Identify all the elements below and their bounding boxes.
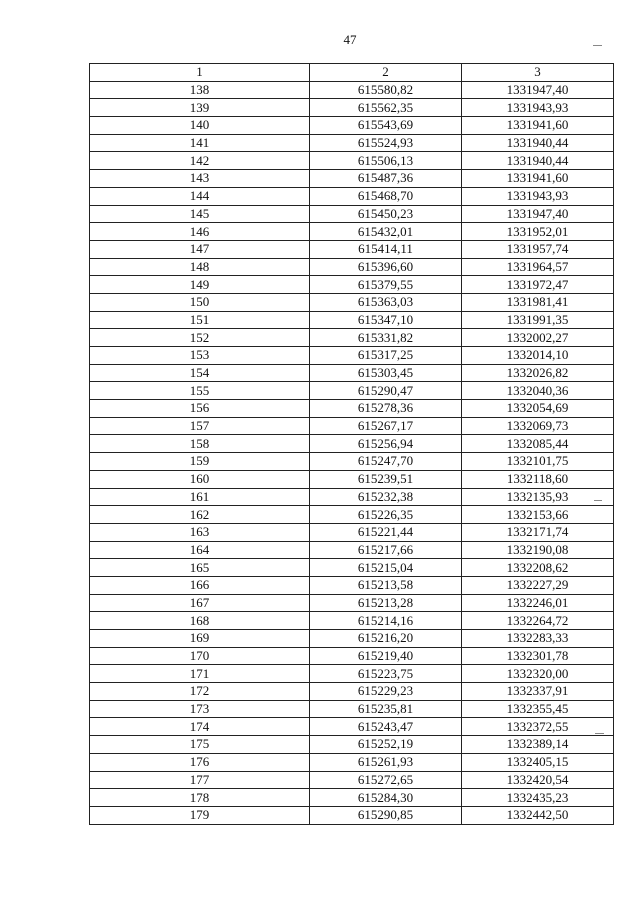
- table-header-row: [90, 64, 614, 82]
- table-row: [90, 311, 614, 329]
- point-number-cell: 167: [90, 594, 310, 612]
- point-number-cell: 174: [90, 718, 310, 736]
- point-number-cell: 143: [90, 170, 310, 188]
- table-row: [90, 81, 614, 99]
- y-coordinate-cell: 1331940,44: [462, 134, 614, 152]
- table-row: [90, 134, 614, 152]
- x-coordinate-cell: 615213,58: [310, 576, 462, 594]
- y-coordinate-cell: 1332246,01: [462, 594, 614, 612]
- table-row: [90, 488, 614, 506]
- y-coordinate-cell: 1332069,73: [462, 417, 614, 435]
- x-coordinate-cell: 615247,70: [310, 453, 462, 471]
- table-row: [90, 594, 614, 612]
- point-number-cell: 140: [90, 117, 310, 135]
- x-coordinate-cell: 615221,44: [310, 523, 462, 541]
- y-coordinate-cell: 1331941,60: [462, 170, 614, 188]
- x-coordinate-cell: 615580,82: [310, 81, 462, 99]
- y-coordinate-cell: 1332435,23: [462, 789, 614, 807]
- table-row: [90, 329, 614, 347]
- y-coordinate-cell: 1332337,91: [462, 683, 614, 701]
- x-coordinate-cell: 615243,47: [310, 718, 462, 736]
- y-coordinate-cell: 1331957,74: [462, 240, 614, 258]
- point-number-cell: 149: [90, 276, 310, 294]
- table-row: [90, 347, 614, 365]
- x-coordinate-cell: 615216,20: [310, 630, 462, 648]
- x-coordinate-cell: 615223,75: [310, 665, 462, 683]
- scan-mark: [593, 45, 602, 46]
- table-row: [90, 789, 614, 807]
- y-coordinate-cell: 1332420,54: [462, 771, 614, 789]
- point-number-cell: 145: [90, 205, 310, 223]
- x-coordinate-cell: 615232,38: [310, 488, 462, 506]
- x-coordinate-cell: 615219,40: [310, 647, 462, 665]
- y-coordinate-cell: 1332355,45: [462, 700, 614, 718]
- x-coordinate-cell: 615396,60: [310, 258, 462, 276]
- table-row: [90, 435, 614, 453]
- y-coordinate-cell: 1332320,00: [462, 665, 614, 683]
- x-coordinate-cell: 615261,93: [310, 753, 462, 771]
- column-header: 3: [462, 64, 614, 82]
- point-number-cell: 163: [90, 523, 310, 541]
- point-number-cell: 169: [90, 630, 310, 648]
- y-coordinate-cell: 1332085,44: [462, 435, 614, 453]
- x-coordinate-cell: 615487,36: [310, 170, 462, 188]
- y-coordinate-cell: 1332264,72: [462, 612, 614, 630]
- y-coordinate-cell: 1331947,40: [462, 81, 614, 99]
- x-coordinate-cell: 615213,28: [310, 594, 462, 612]
- y-coordinate-cell: 1332389,14: [462, 736, 614, 754]
- point-number-cell: 144: [90, 187, 310, 205]
- x-coordinate-cell: 615214,16: [310, 612, 462, 630]
- x-coordinate-cell: 615347,10: [310, 311, 462, 329]
- x-coordinate-cell: 615217,66: [310, 541, 462, 559]
- y-coordinate-cell: 1332014,10: [462, 347, 614, 365]
- point-number-cell: 154: [90, 364, 310, 382]
- point-number-cell: 157: [90, 417, 310, 435]
- point-number-cell: 150: [90, 293, 310, 311]
- y-coordinate-cell: 1331941,60: [462, 117, 614, 135]
- point-number-cell: 156: [90, 400, 310, 418]
- y-coordinate-cell: 1331972,47: [462, 276, 614, 294]
- y-coordinate-cell: 1332026,82: [462, 364, 614, 382]
- column-header: 1: [90, 64, 310, 82]
- table-row: [90, 170, 614, 188]
- table-row: [90, 276, 614, 294]
- table-row: [90, 753, 614, 771]
- table-row: [90, 293, 614, 311]
- point-number-cell: 155: [90, 382, 310, 400]
- table-row: [90, 559, 614, 577]
- table-row: [90, 718, 614, 736]
- point-number-cell: 159: [90, 453, 310, 471]
- point-number-cell: 161: [90, 488, 310, 506]
- point-number-cell: 152: [90, 329, 310, 347]
- x-coordinate-cell: 615239,51: [310, 470, 462, 488]
- page-number: 47: [343, 32, 357, 47]
- x-coordinate-cell: 615450,23: [310, 205, 462, 223]
- table-row: [90, 364, 614, 382]
- table-row: [90, 683, 614, 701]
- point-number-cell: 162: [90, 506, 310, 524]
- x-coordinate-cell: 615252,19: [310, 736, 462, 754]
- point-number-cell: 164: [90, 541, 310, 559]
- y-coordinate-cell: 1332040,36: [462, 382, 614, 400]
- y-coordinate-cell: 1331981,41: [462, 293, 614, 311]
- point-number-cell: 151: [90, 311, 310, 329]
- table-row: [90, 665, 614, 683]
- y-coordinate-cell: 1332301,78: [462, 647, 614, 665]
- point-number-cell: 165: [90, 559, 310, 577]
- x-coordinate-cell: 615543,69: [310, 117, 462, 135]
- table-row: [90, 647, 614, 665]
- y-coordinate-cell: 1331940,44: [462, 152, 614, 170]
- y-coordinate-cell: 1332283,33: [462, 630, 614, 648]
- x-coordinate-cell: 615524,93: [310, 134, 462, 152]
- y-coordinate-cell: 1332101,75: [462, 453, 614, 471]
- y-coordinate-cell: 1332054,69: [462, 400, 614, 418]
- table-row: [90, 736, 614, 754]
- table-row: [90, 771, 614, 789]
- x-coordinate-cell: 615562,35: [310, 99, 462, 117]
- table-row: [90, 470, 614, 488]
- x-coordinate-cell: 615290,47: [310, 382, 462, 400]
- table-row: [90, 700, 614, 718]
- point-number-cell: 146: [90, 223, 310, 241]
- x-coordinate-cell: 615379,55: [310, 276, 462, 294]
- y-coordinate-cell: 1332153,66: [462, 506, 614, 524]
- x-coordinate-cell: 615414,11: [310, 240, 462, 258]
- table-row: [90, 806, 614, 824]
- table-row: [90, 382, 614, 400]
- point-number-cell: 178: [90, 789, 310, 807]
- point-number-cell: 172: [90, 683, 310, 701]
- x-coordinate-cell: 615290,85: [310, 806, 462, 824]
- x-coordinate-cell: 615256,94: [310, 435, 462, 453]
- x-coordinate-cell: 615331,82: [310, 329, 462, 347]
- x-coordinate-cell: 615303,45: [310, 364, 462, 382]
- table-row: [90, 205, 614, 223]
- point-number-cell: 148: [90, 258, 310, 276]
- point-number-cell: 171: [90, 665, 310, 683]
- table-row: [90, 117, 614, 135]
- x-coordinate-cell: 615278,36: [310, 400, 462, 418]
- point-number-cell: 170: [90, 647, 310, 665]
- y-coordinate-cell: 1332372,55: [462, 718, 614, 736]
- table-row: [90, 576, 614, 594]
- point-number-cell: 142: [90, 152, 310, 170]
- table-row: [90, 400, 614, 418]
- table-row: [90, 453, 614, 471]
- y-coordinate-cell: 1331943,93: [462, 99, 614, 117]
- y-coordinate-cell: 1332442,50: [462, 806, 614, 824]
- y-coordinate-cell: 1332208,62: [462, 559, 614, 577]
- x-coordinate-cell: 615284,30: [310, 789, 462, 807]
- point-number-cell: 179: [90, 806, 310, 824]
- y-coordinate-cell: 1332135,93: [462, 488, 614, 506]
- table-row: [90, 187, 614, 205]
- point-number-cell: 141: [90, 134, 310, 152]
- column-header: 2: [310, 64, 462, 82]
- point-number-cell: 173: [90, 700, 310, 718]
- table-row: [90, 240, 614, 258]
- table-row: [90, 541, 614, 559]
- point-number-cell: 176: [90, 753, 310, 771]
- x-coordinate-cell: 615506,13: [310, 152, 462, 170]
- x-coordinate-cell: 615229,23: [310, 683, 462, 701]
- table-row: [90, 523, 614, 541]
- point-number-cell: 175: [90, 736, 310, 754]
- x-coordinate-cell: 615226,35: [310, 506, 462, 524]
- y-coordinate-cell: 1331991,35: [462, 311, 614, 329]
- coordinates-table: [89, 63, 614, 825]
- point-number-cell: 168: [90, 612, 310, 630]
- table-row: [90, 258, 614, 276]
- table-row: [90, 99, 614, 117]
- point-number-cell: 160: [90, 470, 310, 488]
- table-row: [90, 417, 614, 435]
- point-number-cell: 138: [90, 81, 310, 99]
- x-coordinate-cell: 615215,04: [310, 559, 462, 577]
- x-coordinate-cell: 615272,65: [310, 771, 462, 789]
- y-coordinate-cell: 1332171,74: [462, 523, 614, 541]
- y-coordinate-cell: 1332227,29: [462, 576, 614, 594]
- point-number-cell: 166: [90, 576, 310, 594]
- table-row: [90, 223, 614, 241]
- y-coordinate-cell: 1331952,01: [462, 223, 614, 241]
- table-row: [90, 612, 614, 630]
- table-row: [90, 630, 614, 648]
- x-coordinate-cell: 615267,17: [310, 417, 462, 435]
- y-coordinate-cell: 1332118,60: [462, 470, 614, 488]
- x-coordinate-cell: 615363,03: [310, 293, 462, 311]
- x-coordinate-cell: 615468,70: [310, 187, 462, 205]
- y-coordinate-cell: 1331947,40: [462, 205, 614, 223]
- point-number-cell: 147: [90, 240, 310, 258]
- table-row: [90, 506, 614, 524]
- y-coordinate-cell: 1331943,93: [462, 187, 614, 205]
- point-number-cell: 139: [90, 99, 310, 117]
- x-coordinate-cell: 615432,01: [310, 223, 462, 241]
- y-coordinate-cell: 1332405,15: [462, 753, 614, 771]
- y-coordinate-cell: 1332190,08: [462, 541, 614, 559]
- x-coordinate-cell: 615235,81: [310, 700, 462, 718]
- point-number-cell: 158: [90, 435, 310, 453]
- point-number-cell: 177: [90, 771, 310, 789]
- table-row: [90, 152, 614, 170]
- y-coordinate-cell: 1332002,27: [462, 329, 614, 347]
- y-coordinate-cell: 1331964,57: [462, 258, 614, 276]
- x-coordinate-cell: 615317,25: [310, 347, 462, 365]
- point-number-cell: 153: [90, 347, 310, 365]
